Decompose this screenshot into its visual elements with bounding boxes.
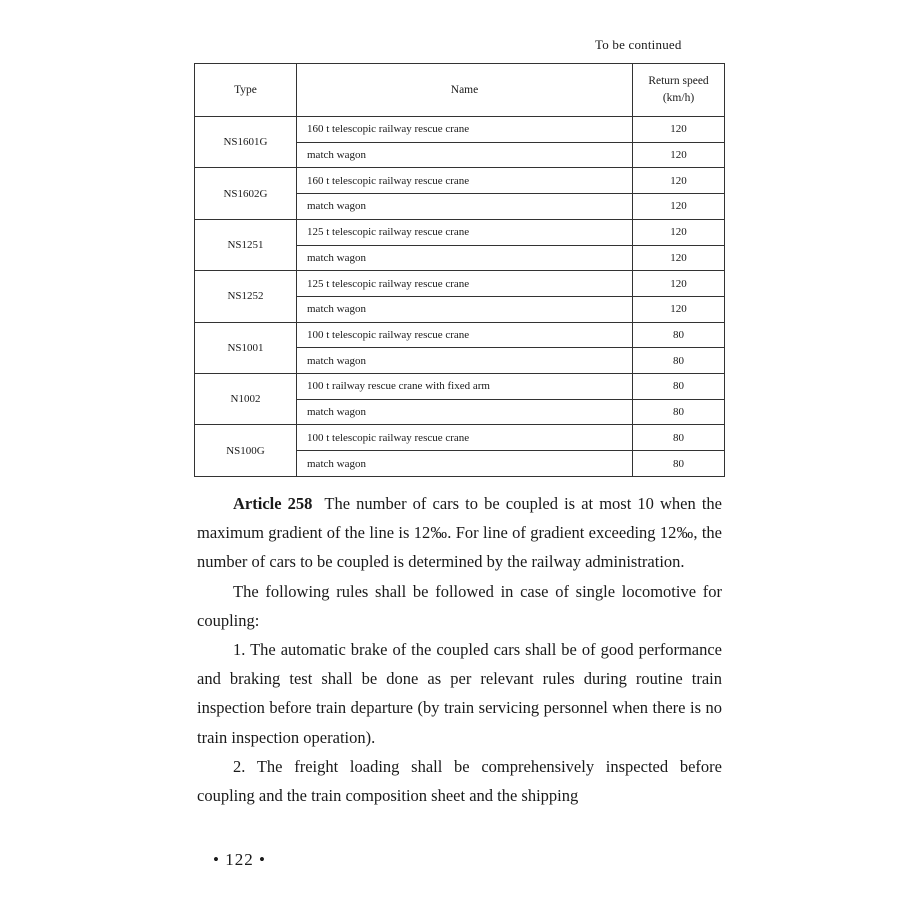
rescue-crane-table bbox=[194, 63, 725, 477]
cell-name: 100 t railway rescue crane with fixed arm bbox=[297, 374, 633, 400]
body-text bbox=[197, 489, 722, 810]
page-number: • 122 • bbox=[213, 850, 266, 869]
cell-name: match wagon bbox=[297, 142, 633, 168]
header-type: Type bbox=[195, 64, 297, 117]
table-row bbox=[195, 219, 725, 245]
table-row bbox=[195, 168, 725, 194]
cell-name: 100 t telescopic railway rescue crane bbox=[297, 322, 633, 348]
rules-intro: The following rules shall be followed in case of single locomotive for coupling: bbox=[197, 581, 722, 630]
cell-return-speed: 120 bbox=[633, 142, 725, 168]
cell-name: match wagon bbox=[297, 451, 633, 477]
cell-name: 160 t telescopic railway rescue crane bbox=[297, 168, 633, 194]
article-label: Article 258 bbox=[233, 494, 313, 513]
cell-type: NS100G bbox=[195, 425, 297, 477]
header-return-speed bbox=[633, 64, 725, 117]
cell-name: 160 t telescopic railway rescue crane bbox=[297, 117, 633, 143]
cell-name: match wagon bbox=[297, 194, 633, 220]
continued-note: To be continued bbox=[595, 37, 682, 52]
cell-type: NS1601G bbox=[195, 117, 297, 168]
cell-type: NS1602G bbox=[195, 168, 297, 219]
cell-return-speed: 120 bbox=[633, 168, 725, 194]
table-row bbox=[195, 117, 725, 143]
article-text: The number of cars to be coupled is at most 10 when the maximum gradient of the line is 12‰. For line of gradient exceeding 12‰, the number of cars to be coupled is determined by the railway administration. bbox=[197, 494, 722, 572]
table-row bbox=[195, 322, 725, 348]
rule-1: 1. The automatic brake of the coupled cars shall be of good performance and braking test shall be done as per relevant rules during routine train inspection before train departure (by train servicing personnel when there is no train inspection operation). bbox=[197, 640, 722, 747]
cell-return-speed: 80 bbox=[633, 348, 725, 374]
cell-name: 125 t telescopic railway rescue crane bbox=[297, 271, 633, 297]
table-row bbox=[195, 425, 725, 451]
cell-name: match wagon bbox=[297, 348, 633, 374]
cell-return-speed: 120 bbox=[633, 271, 725, 297]
cell-type: N1002 bbox=[195, 374, 297, 425]
cell-return-speed: 80 bbox=[633, 451, 725, 477]
table-header-row bbox=[195, 64, 725, 117]
cell-name: 125 t telescopic railway rescue crane bbox=[297, 219, 633, 245]
cell-return-speed: 120 bbox=[633, 296, 725, 322]
cell-name: match wagon bbox=[297, 399, 633, 425]
cell-return-speed: 120 bbox=[633, 117, 725, 143]
cell-return-speed: 80 bbox=[633, 374, 725, 400]
cell-name: match wagon bbox=[297, 296, 633, 322]
cell-return-speed: 120 bbox=[633, 194, 725, 220]
table-row bbox=[195, 374, 725, 400]
cell-name: match wagon bbox=[297, 245, 633, 271]
rule-2: 2. The freight loading shall be comprehensively inspected before coupling and the train composition sheet and the shipping bbox=[197, 756, 722, 806]
cell-return-speed: 80 bbox=[633, 399, 725, 425]
article-paragraph bbox=[197, 489, 722, 577]
cell-type: NS1001 bbox=[195, 322, 297, 373]
cell-return-speed: 80 bbox=[633, 322, 725, 348]
cell-type: NS1251 bbox=[195, 219, 297, 270]
header-name: Name bbox=[297, 64, 633, 117]
cell-return-speed: 80 bbox=[633, 425, 725, 451]
table-row bbox=[195, 271, 725, 297]
cell-type: NS1252 bbox=[195, 271, 297, 322]
cell-name: 100 t telescopic railway rescue crane bbox=[297, 425, 633, 451]
cell-return-speed: 120 bbox=[633, 245, 725, 271]
header-speed-line2: (km/h) bbox=[662, 92, 695, 104]
cell-return-speed: 120 bbox=[633, 219, 725, 245]
header-speed-line1: Return speed bbox=[648, 75, 709, 87]
